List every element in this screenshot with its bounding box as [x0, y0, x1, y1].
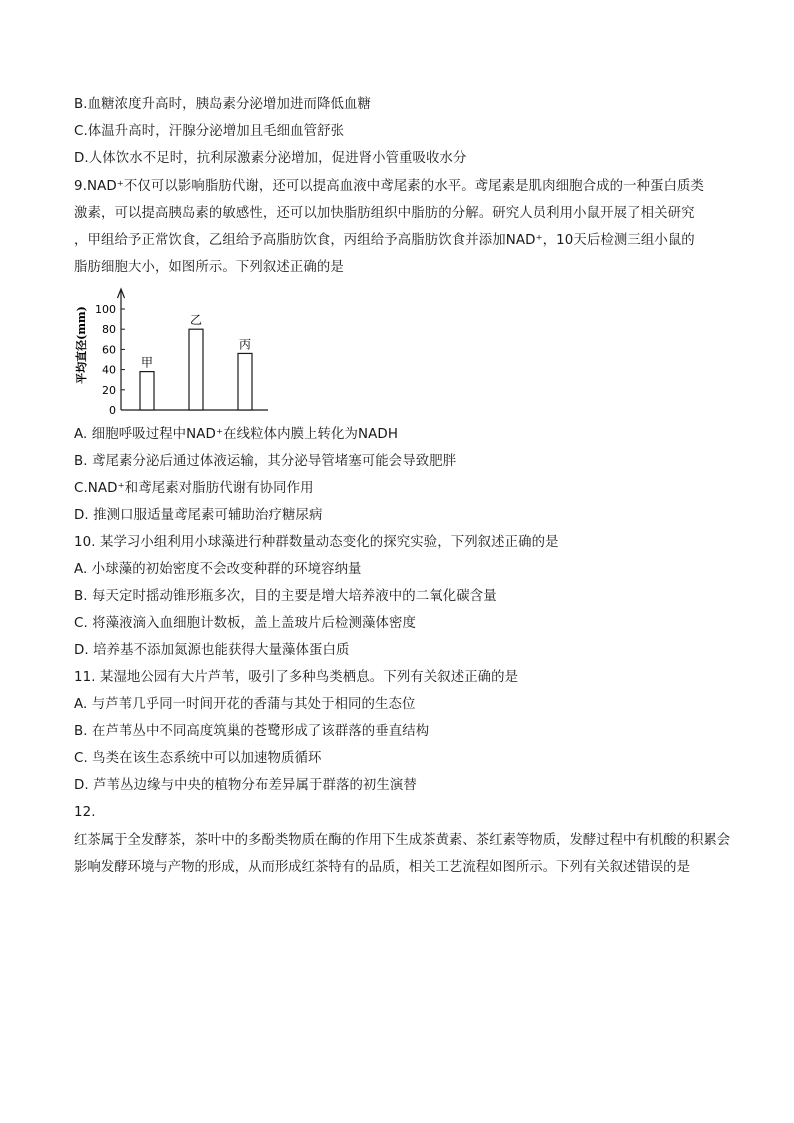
bar-label-1: 甲 [140, 355, 154, 370]
q11-option-d: D. 芦苇丛边缘与中央的植物分布差异属于群落的初生演替 [74, 778, 417, 793]
q9-option-d: D. 推测口服适量鸢尾素可辅助治疗糖尿病 [74, 508, 323, 523]
q12-stem: 红茶属于全发酵茶，茶叶中的多酚类物质在酶的作用下生成茶黄素、茶红素等物质，发酵过程中有机酸的积累会影响发酵环境与产物的形成，从而形成红茶特有的品质，相关工艺流程如图所示。下列有关叙述错误的是 [74, 833, 731, 875]
y-tick-label: 80 [102, 323, 116, 337]
q8-option-c: C.体温升高时，汗腺分泌增加且毛细血管舒张 [74, 124, 345, 139]
q10-option-b: B. 每天定时摇动锥形瓶多次，目的主要是增大培养液中的二氧化碳含量 [74, 589, 497, 604]
q11-option-a: A. 与芦苇几乎同一时间开花的香蒲与其处于相同的生态位 [74, 697, 416, 712]
bar-2 [189, 329, 203, 410]
q10-stem: 10. 某学习小组利用小球藻进行种群数量动态变化的探究实验，下列叙述正确的是 [74, 535, 559, 550]
q9-stem-line-1: 9.NAD⁺不仅可以影响脂肪代谢，还可以提高血液中鸢尾素的水平。鸢尾素是肌肉细胞合成的一种蛋白质类 [74, 179, 705, 194]
y-tick-label: 0 [109, 404, 116, 417]
bar-label-3: 丙 [238, 337, 252, 352]
q10-option-c: C. 将藻液滴入血细胞计数板，盖上盖玻片后检测藻体密度 [74, 616, 416, 631]
q9-stem-line-3: ，甲组给予正常饮食，乙组给予高脂肪饮食，丙组给予高脂肪饮食并添加NAD⁺，10天后检测三组小鼠的 [74, 233, 695, 248]
q10-option-d: D. 培养基不添加氮源也能获得大量藻体蛋白质 [74, 643, 350, 658]
bar-label-2: 乙 [189, 313, 203, 328]
q8-option-b: B.血糖浓度升高时，胰岛素分泌增加进而降低血糖 [74, 97, 371, 112]
y-tick-label: 60 [102, 343, 116, 357]
q11-stem: 11. 某湿地公园有大片芦苇，吸引了多种鸟类栖息。下列有关叙述正确的是 [74, 670, 519, 685]
y-tick-label: 40 [102, 363, 116, 377]
bar-chart-svg [68, 283, 278, 417]
q9-option-c: C.NAD⁺和鸢尾素对脂肪代谢有协同作用 [74, 481, 314, 496]
q11-option-c: C. 鸟类在该生态系统中可以加速物质循环 [74, 751, 322, 766]
q9-option-b: B. 鸢尾素分泌后通过体液运输，其分泌导管堵塞可能会导致肥胖 [74, 454, 457, 469]
y-tick-label: 20 [102, 383, 116, 397]
bar-3 [238, 353, 252, 410]
q12-number: 12. [74, 805, 96, 820]
bar-1 [140, 372, 154, 410]
fat-cell-diameter-chart [68, 283, 278, 417]
q11-option-b: B. 在芦苇丛中不同高度筑巢的苍鹭形成了该群落的垂直结构 [74, 724, 430, 739]
q8-option-d: D.人体饮水不足时，抗利尿激素分泌增加，促进肾小管重吸收水分 [74, 151, 467, 166]
q10-option-a: A. 小球藻的初始密度不会改变种群的环境容纳量 [74, 562, 362, 577]
q9-option-a: A. 细胞呼吸过程中NAD⁺在线粒体内膜上转化为NADH [74, 427, 398, 442]
y-axis-title: 平均直径(mm) [75, 306, 88, 384]
q9-stem-line-2: 激素，可以提高胰岛素的敏感性，还可以加快脂肪组织中脂肪的分解。研究人员利用小鼠开展了相关研究 [74, 206, 695, 221]
q9-stem-line-4: 脂肪细胞大小，如图所示。下列叙述正确的是 [74, 260, 344, 275]
y-tick-label: 100 [95, 303, 116, 316]
